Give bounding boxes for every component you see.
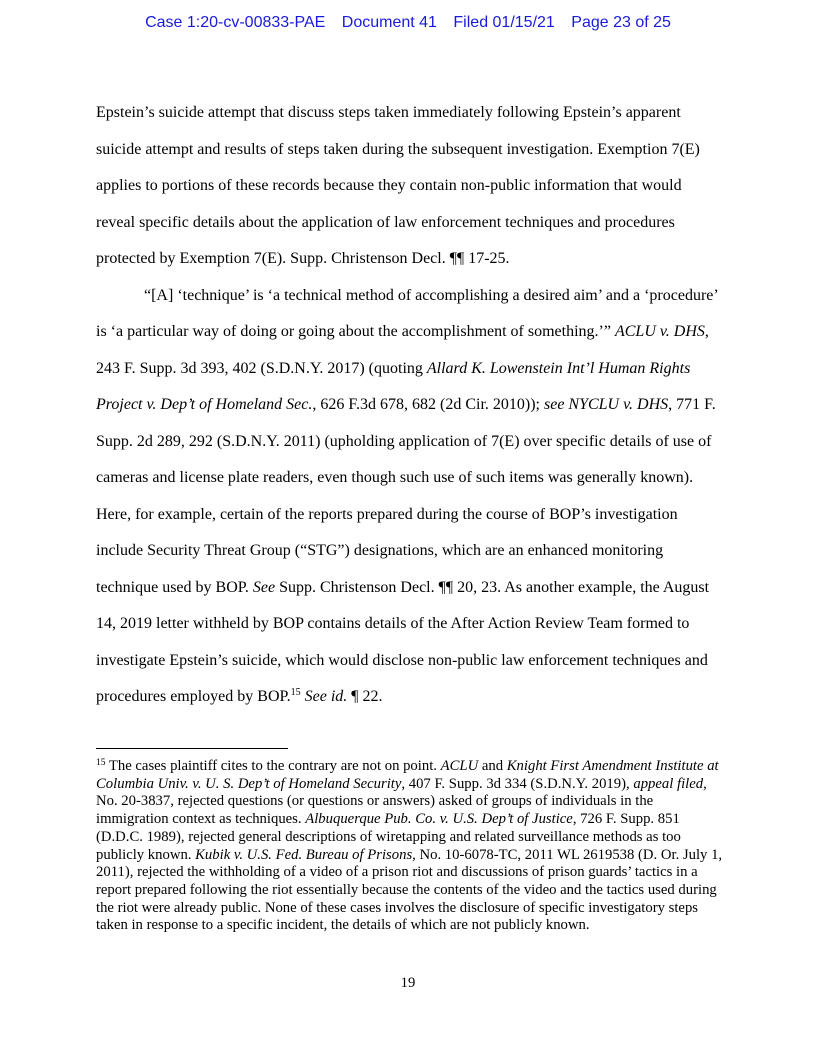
page-of: Page 23 of 25 [571, 14, 671, 31]
paragraph-1: Epstein’s suicide attempt that discuss steps taken immediately following Epstein’s apparent suicide attempt and results of steps taken during the subsequent investigation. Exemption 7(E) applies to portions of these records because they contain non-public information that would reveal specific details about the application of law enforcement techniques and procedures protected by Exemption 7(E). Supp. Christenson Decl. ¶¶ 17-25. [96, 104, 700, 267]
footnote-number: 15 [96, 758, 106, 768]
footnote-divider [96, 748, 288, 749]
paragraph-2: “[A] ‘technique’ is ‘a technical method of accomplishing a desired aim’ and a ‘procedure’ is ‘a particular way of doing or going about the accomplishment of something.’” ACLU v. DHS, 243 F. Supp. 3d 393, 402 (S.D.N.Y. 2017) (quoting Allard K. Lowenstein Int’l Human Rights Project v. Dep’t of Homeland Sec., 626 F.3d 678, 682 (2d Cir. 2010)); see NYCLU v. DHS, 771 F. Supp. 2d 289, 292 (S.D.N.Y. 2011) (upholding application of 7(E) over specific details of use of cameras and license plate readers, even though such use of such items was generally known). Here, for example, certain of the reports prepared during the course of BOP’s investigation include Security Threat Group (“STG”) designations, which are an enhanced monitoring technique used by BOP. See Supp. Christenson Decl. ¶¶ 20, 23. As another example, the August 14, 2019 letter withheld by BOP contains details of the After Action Review Team formed to investigate Epstein’s suicide, which would disclose non-public law enforcement techniques and procedures employed by BOP.$^{15}$ See id. ¶ 22. [96, 286, 718, 705]
case-header [0, 14, 816, 32]
footnote-reference[interactable]: 15 [290, 687, 301, 698]
page-number: 19 [400, 975, 416, 991]
footnote-15: $^{15}$ The cases plaintiff cites to the contrary are not on point. ACLU and Knight First Amendment Institute at Columbia Univ. v. U. S. Dep’t of Homeland Security, 407 F. Supp. 3d 334 (S.D.N.Y. 2019), appeal filed, No. 20-3837, rejected questions (or questions or answers) asked of groups of individuals in the immigration context as techniques. Albuquerque Pub. Co. v. U.S. Dep’t of Justice, 726 F. Supp. 851 (D.D.C. 1989), rejected general descriptions of wiretapping and related surveillance methods as too publicly known. Kubik v. U.S. Fed. Bureau of Prisons, No. 10-6078-TC, 2011 WL 2619538 (D. Or. July 1, 2011), rejected the withholding of a video of a prison riot and discussions of prison guards’ tactics in a report prepared following the riot essentially because the contents of the video and the tactics used during the riot were already public. None of these cases involves the disclosure of specific investigatory steps taken in response to a specific incident, the details of which are not publicly known. [96, 758, 723, 934]
case-number: Case 1:20-cv-00833-PAE [145, 14, 326, 31]
filed-date: Filed 01/15/21 [453, 14, 555, 31]
body-text [96, 95, 724, 716]
document-number: Document 41 [341, 14, 437, 31]
